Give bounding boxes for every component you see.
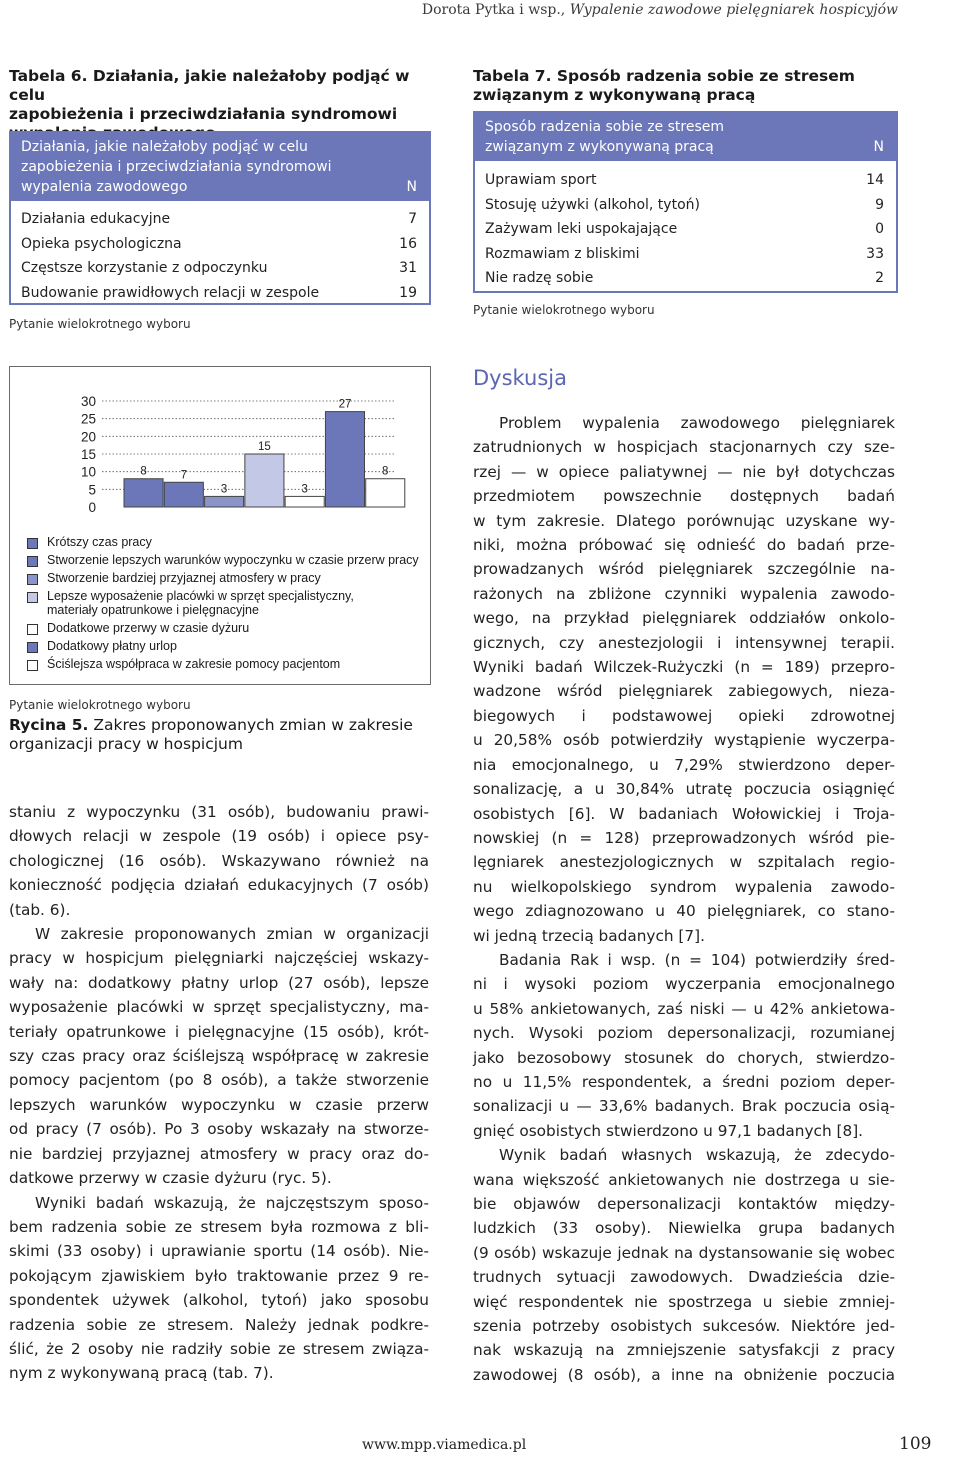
text-line: W zakresie proponowanych zmian w organizacji: [35, 925, 429, 944]
text-line: Wyniki badań wskazują, że najczęstszym sposo-: [35, 1193, 429, 1212]
legend-label: Krótszy czas pracy: [47, 535, 152, 549]
text-line: bem radzenia sobie ze stresem była rozmowa z bli-: [9, 1217, 429, 1236]
legend-label: Dodatkowe przerwy w czasie dyżuru: [47, 621, 250, 635]
table7-header-n: N: [873, 139, 884, 155]
text-line: pokojącym zjawiskiem było traktowanie przez 9 re-: [9, 1266, 429, 1285]
text-line: wana większość ankietowanych nie dostrzega u sie-: [473, 1170, 895, 1189]
text-line: w tym zakresie. Dlatego porównując uzyskane wy-: [473, 511, 895, 530]
text-line: nak wskazują na zmniejszenie satysfakcji z pracy: [473, 1341, 895, 1360]
text-line: ludzkich (33 osoby). Niewielka grupa badanych: [473, 1219, 895, 1238]
bar: [245, 454, 284, 507]
table7-header: [475, 113, 896, 161]
bar-chart: [10, 367, 430, 517]
chart-legend: [27, 535, 427, 675]
table6-header-line: wypalenia zawodowego: [21, 179, 188, 195]
text-line: pomocy pacjentom (po 8 osób), a także stworzenie: [9, 1071, 429, 1090]
right-body-text: [473, 411, 895, 1387]
legend-swatch: [27, 538, 38, 549]
y-tick-label: 10: [80, 464, 96, 480]
legend-item: [27, 553, 427, 571]
text-line: nie bardziej przyjaznej atmosfery w pracy oraz do-: [9, 1144, 429, 1163]
table7-row: [475, 242, 896, 267]
text-line: dłowych relacji w zespole (19 osób) i opiece psy-: [9, 827, 429, 846]
legend-item: [27, 657, 427, 675]
figure-caption-label: Rycina 5.: [9, 716, 89, 734]
y-tick-label: 15: [80, 447, 96, 462]
legend-swatch: [27, 642, 38, 653]
table7-header-line: Sposób radzenia sobie ze stresem: [485, 119, 725, 135]
table6-row-label: Częstsze korzystanie z odpoczynku: [21, 260, 268, 276]
text-line: osobistych [6]. W badaniach Wołowickiej i Troja-: [473, 804, 895, 823]
legend-swatch: [27, 660, 38, 671]
table7-row: [475, 193, 896, 218]
text-line: wały na: dodatkowy płatny urlop (27 osób), lepsze: [9, 973, 429, 992]
text-line: no u 11,5% respondentek, a średni poziom deper-: [473, 1072, 895, 1091]
table6-header-line: Działania, jakie należałoby podjąć w celu: [21, 139, 308, 155]
text-line: Wyniki badań Wilczek-Rużyczki (n = 189) przepro-: [473, 658, 895, 677]
text-line: nia emocjonalnego, u 7,29% stwierdzono deper-: [473, 755, 895, 774]
text-line: (9 osób) wskazuje jednak na dystansowanie się wobec: [473, 1243, 895, 1262]
table6-row-label: Działania edukacyjne: [21, 211, 171, 227]
legend-item: [27, 571, 427, 589]
text-line: więć respondentek nie spostrzega u siebie zmniej-: [473, 1292, 895, 1311]
y-tick-label: 30: [80, 394, 96, 409]
table7-caption-line: związanym z wykonywaną pracą: [473, 86, 756, 104]
figure-caption: [9, 716, 429, 754]
table7-caption-line: Tabela 7. Sposób radzenia sobie ze stresem: [473, 67, 855, 85]
bar: [285, 496, 324, 507]
text-line: bie objawów depersonalizacji kontaktów między-: [473, 1195, 895, 1213]
figure5-chart: [9, 366, 431, 685]
text-line: niki, można próbować się odnieść do badań prze-: [473, 536, 895, 555]
text-line: biegowych i podstawowej opieki zdrowotnej: [473, 706, 895, 725]
legend-item: [27, 639, 427, 657]
table6-row-n: 16: [399, 235, 417, 252]
bar-value-label: 8: [140, 465, 147, 478]
text-line: lęgniarek anestezjologicznych w szpitalach regio-: [473, 853, 895, 872]
bar-value-label: 8: [382, 465, 389, 478]
text-line: zatrudnionych w hospicjach stacjonarnych czy sze-: [473, 438, 895, 457]
bar-value-label: 27: [338, 398, 352, 411]
text-line: u 20,58% osób potwierdziły wystąpienie wyczerpa-: [473, 731, 895, 750]
page-number: 109: [899, 1434, 932, 1454]
text-line: spondentek używek (alkohol, tytoń) jako sposobu: [9, 1291, 429, 1310]
text-line: chologicznej (16 osób). Wskazywano również na: [9, 851, 429, 870]
y-tick-label: 20: [80, 429, 96, 445]
text-line: sonalizacji u — 33,6% badanych. Brak poczucia osią-: [473, 1097, 895, 1116]
running-head: [422, 2, 898, 18]
table6-header: [11, 133, 429, 201]
text-line: przedmiotem powszechnie dostępnych badań: [473, 487, 895, 506]
bar: [366, 479, 405, 507]
legend-swatch: [27, 624, 38, 635]
table7-row-n: 14: [866, 172, 884, 188]
text-line: wadzone wśród pielęgniarek zabiegowych, nieza-: [473, 682, 895, 701]
table7-row-n: 9: [875, 196, 884, 213]
legend-label: Stworzenie lepszych warunków wypoczynku w czasie przerw pracy: [47, 553, 419, 567]
bar-value-label: 3: [301, 483, 308, 496]
text-line: nu wielkopolskiego syndrom wypalenia zawodo-: [473, 877, 895, 896]
table7-row-label: Rozmawiam z bliskimi: [485, 245, 640, 262]
figure-caption-text: Zakres proponowanych zmian w zakresie: [88, 716, 413, 734]
table6-row-n: 19: [399, 284, 417, 301]
table7-header-line: związanym z wykonywaną pracą: [485, 139, 714, 155]
text-line: sonalizację, a u 30,84% utratę poczucia osiągnięć: [473, 780, 895, 799]
text-line: nych. Wysoki poziom depersonalizacji, rozumianej: [473, 1024, 895, 1043]
text-line: rażonych na zbliżone czynniki wypalenia zawodo-: [473, 584, 895, 603]
table6-row: [11, 256, 429, 281]
text-line: rzej — w opiece paliatywnej — nie był dotychczas: [473, 462, 895, 481]
text-line: pracy w hospicjum pielęgniarki najczęściej wskazy-: [9, 949, 429, 968]
table6-note: Pytanie wielokrotnego wyboru: [9, 317, 191, 331]
table7-row-n: 0: [875, 221, 884, 237]
text-line: nym z wykonywaną pracą (tab. 7).: [9, 1364, 274, 1383]
table6-row-n: 7: [408, 211, 417, 227]
legend-label: Ściślejsza współpraca w zakresie pomocy pacjentom: [47, 657, 341, 671]
table7-note: Pytanie wielokrotnego wyboru: [473, 303, 655, 317]
bar: [205, 496, 244, 507]
table7-row: [475, 168, 896, 193]
bar-value-label: 3: [220, 483, 228, 496]
text-line: wyposażenie placówki w sprzęt specjalistyczny, ma-: [9, 998, 429, 1017]
table6-caption-line: zapobieżenia i przeciwdziałania syndromowi: [9, 105, 398, 123]
y-tick-label: 25: [80, 411, 96, 427]
text-line: trudnych sytuacji zawodowych. Dwadzieścia dzie-: [473, 1268, 895, 1287]
table7-row-label: Nie radzę sobie: [485, 270, 594, 286]
figure-caption-text: organizacji pracy w hospicjum: [9, 735, 243, 753]
text-line: gnięć osobistych stwierdzono u 97,1 badanych [8].: [473, 1121, 864, 1140]
text-line: jako bezosobowy stosunek do chorych, stwierdzo-: [473, 1048, 895, 1067]
table6-row: [11, 281, 429, 306]
text-line: od pracy (7 osób). Po 3 osoby wskazały na stworze-: [9, 1120, 429, 1139]
table6: [9, 131, 431, 305]
running-head-authors: Dorota Pytka i wsp.,: [421, 2, 566, 18]
table6-row-label: Budowanie prawidłowych relacji w zespole: [21, 284, 320, 301]
text-line: gicznych, czy anestezjologii i intensywnej terapii.: [473, 633, 895, 652]
text-line: zawodowej (8 osób), a inne na obniżenie poczucia: [473, 1365, 895, 1384]
y-tick-label: 0: [88, 500, 96, 515]
chart-note: Pytanie wielokrotnego wyboru: [9, 698, 191, 712]
table7-row-n: 2: [875, 270, 884, 286]
table7: [473, 111, 898, 293]
text-line: lepszych warunków wypoczynku w czasie przerw: [9, 1095, 429, 1114]
table6-header-n: N: [406, 179, 417, 195]
text-line: ślić, że 2 osoby nie radziły sobie ze stresem związa-: [9, 1339, 429, 1358]
table6-row-n: 31: [399, 260, 417, 276]
legend-item: [27, 589, 427, 621]
table7-row-n: 33: [866, 245, 884, 262]
legend-label: Stworzenie bardziej przyjaznej atmosfery w pracy: [47, 571, 321, 585]
legend-swatch: [27, 592, 38, 603]
legend-label: Dodatkowy płatny urlop: [47, 639, 177, 653]
text-line: Problem wypalenia zawodowego pielęgniarek: [499, 414, 895, 432]
table6-header-line: zapobieżenia i przeciwdziałania syndromowi: [21, 159, 332, 175]
table7-row-label: Stosuję używki (alkohol, tytoń): [485, 196, 700, 213]
footer-url: www.mpp.viamedica.pl: [362, 1437, 527, 1453]
legend-swatch: [27, 574, 38, 585]
text-line: wego, na przykład pielęgniarek oddziałów onkolo-: [473, 609, 895, 628]
legend-label: Lepsze wyposażenie placówki w sprzęt specjalistyczny,: [47, 589, 354, 603]
table7-row: [475, 266, 896, 291]
text-line: nowskiej (n = 128) przeprowadzonych wśród pie-: [473, 828, 895, 847]
table7-row-label: Uprawiam sport: [485, 172, 597, 188]
text-line: szy czas pracy oraz ściślejszą współpracę w zakresie: [9, 1047, 429, 1066]
y-tick-label: 5: [88, 482, 96, 498]
bar: [325, 412, 364, 507]
section-heading: Dyskusja: [473, 366, 568, 390]
table7-caption: [473, 67, 913, 105]
table6-row: [11, 232, 429, 257]
bar: [164, 482, 203, 507]
text-line: prowadzanych wśród pielęgniarek szczególnie na-: [473, 560, 895, 579]
table6-row-label: Opieka psychologiczna: [21, 235, 182, 252]
text-line: wi jedną trzecią badanych [7].: [473, 926, 705, 945]
legend-item: [27, 535, 427, 553]
bar-value-label: 7: [180, 469, 188, 482]
table7-row: [475, 217, 896, 242]
running-head-title: Wypalenie zawodowe pielęgniarek hospicyjów: [569, 2, 898, 18]
text-line: skimi (33 osoby) i uprawianie sportu (14 osób). Nie-: [9, 1242, 429, 1261]
table6-row: [11, 207, 429, 232]
text-line: teriały opatrunkowe i pielęgnacyjne (15 osób), krót-: [9, 1022, 429, 1041]
text-line: (tab. 6).: [9, 900, 71, 919]
left-body-text: [9, 800, 429, 1386]
bar-value-label: 15: [257, 441, 271, 453]
bar: [124, 479, 163, 507]
text-line: u 58% ankietowanych, zaś niski — u 42% ankietowa-: [473, 999, 895, 1018]
legend-swatch: [27, 556, 38, 567]
text-line: Wynik badań własnych wskazują, że zdecydo-: [499, 1146, 895, 1165]
legend-label: materiały opatrunkowe i pielęgnacyjne: [47, 603, 259, 617]
text-line: szenia potrzeby osobistych sukcesów. Niektóre jed-: [473, 1317, 895, 1336]
text-line: ni i wysoki poziom wyczerpania emocjonalnego: [473, 975, 895, 994]
text-line: Badania Rak i wsp. (n = 104) potwierdziły śred-: [499, 950, 895, 969]
text-line: datkowe przerwy w czasie dyżuru (ryc. 5).: [9, 1169, 332, 1188]
text-line: staniu z wypoczynku (31 osób), budowaniu prawi-: [9, 803, 429, 821]
table7-row-label: Zażywam leki uspokajające: [485, 221, 678, 237]
legend-item: [27, 621, 427, 639]
text-line: wego zdiagnozowano u 40 pielęgniarek, co stano-: [473, 902, 895, 921]
table6-caption-line: Tabela 6. Działania, jakie należałoby podjąć w celu: [9, 67, 410, 104]
text-line: konieczność podjęcia działań edukacyjnych (7 osób): [9, 876, 429, 895]
text-line: radzenia sobie ze stresem. Należy jednak podkre-: [9, 1315, 429, 1334]
